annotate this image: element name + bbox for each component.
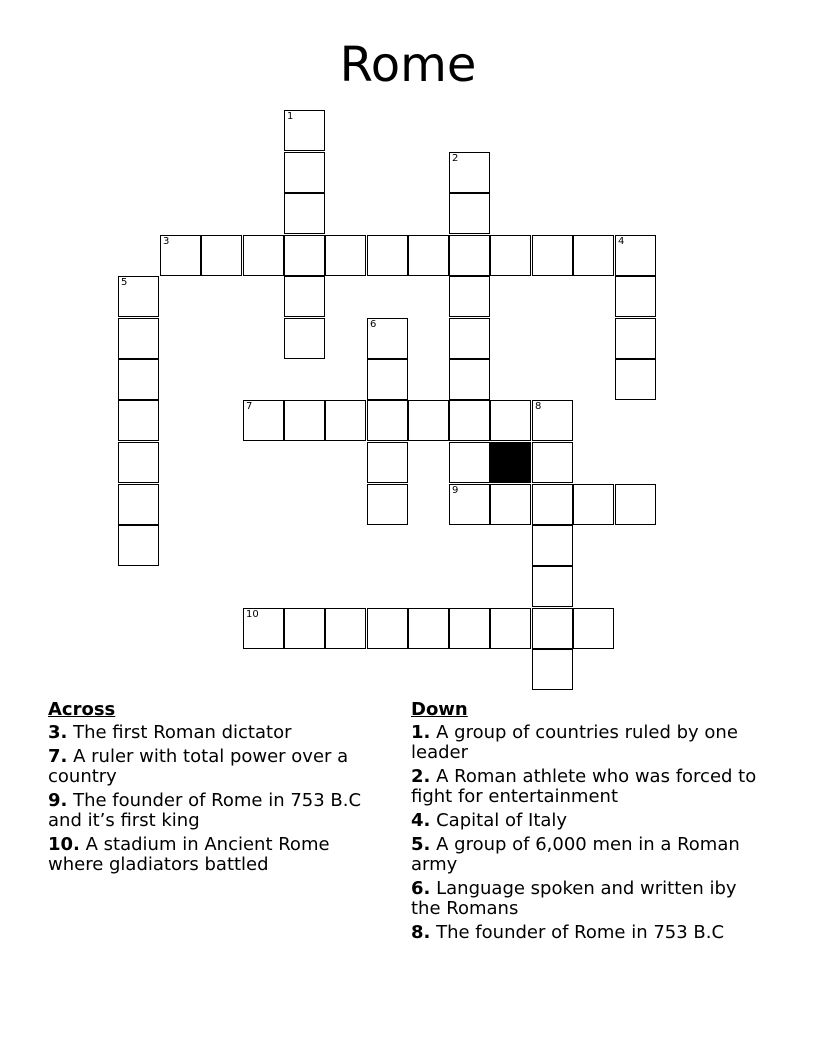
grid-cell[interactable] [325,608,366,649]
grid-cell[interactable] [408,235,449,276]
grid-cell[interactable] [615,276,656,317]
grid-cell[interactable] [532,649,573,690]
grid-cell[interactable] [449,359,490,400]
grid-cell[interactable] [449,442,490,483]
clue-text: The first Roman dictator [73,722,292,743]
grid-cell[interactable] [532,608,573,649]
grid-cell[interactable] [325,235,366,276]
grid-cell[interactable] [325,400,366,441]
down-clue [411,723,761,763]
grid-cell[interactable] [284,152,325,193]
clue-text: A group of 6,000 men in a Roman army [411,834,740,875]
grid-cell[interactable] [449,608,490,649]
grid-cell[interactable] [118,484,159,525]
grid-cell[interactable] [408,608,449,649]
grid-cell[interactable] [367,359,408,400]
grid-cell[interactable] [118,318,159,359]
grid-cell[interactable] [284,400,325,441]
grid-cell[interactable] [532,566,573,607]
across-clue [48,835,378,875]
clue-number-label: 5. [411,834,431,855]
grid-cell[interactable] [201,235,242,276]
down-clue [411,767,761,807]
grid-cell[interactable] [449,484,490,525]
clue-number-label: 6. [411,878,431,899]
grid-cell[interactable] [243,608,284,649]
grid-cell[interactable] [367,400,408,441]
down-clues [411,700,761,947]
grid-cell[interactable] [449,400,490,441]
grid-cell[interactable] [573,608,614,649]
across-heading: Across [48,699,116,720]
grid-cell[interactable] [118,442,159,483]
grid-cell[interactable] [532,400,573,441]
grid-cell[interactable] [367,484,408,525]
clue-number: 4 [618,236,625,247]
clue-number-label: 7. [48,746,68,767]
clue-text: A stadium in Ancient Rome where gladiators battled [48,834,330,875]
grid-cell[interactable] [449,276,490,317]
down-clue [411,879,761,919]
clue-number-label: 2. [411,766,431,787]
across-clue [48,723,378,743]
down-clue [411,923,761,943]
clue-text: A group of countries ruled by one leader [411,722,738,763]
clue-text: Capital of Italy [436,810,568,831]
grid-cell[interactable] [367,608,408,649]
grid-cell[interactable] [573,484,614,525]
clue-text: A ruler with total power over a country [48,746,349,787]
clue-number: 6 [370,319,377,330]
grid-cell[interactable] [367,442,408,483]
grid-cell[interactable] [243,400,284,441]
grid-cell[interactable] [284,318,325,359]
clue-number-label: 8. [411,922,431,943]
grid-cell[interactable] [367,318,408,359]
grid-cell[interactable] [118,359,159,400]
down-clue [411,835,761,875]
down-heading: Down [411,699,468,720]
clue-number: 7 [246,401,253,412]
grid-cell[interactable] [532,442,573,483]
clue-number: 9 [452,485,459,496]
clue-text: The founder of Rome in 753 B.C [436,922,725,943]
grid-cell[interactable] [449,193,490,234]
across-clue [48,791,378,831]
clue-number: 1 [287,111,294,122]
grid-cell[interactable] [284,110,325,151]
grid-cell[interactable] [284,276,325,317]
grid-cell[interactable] [615,318,656,359]
grid-cell[interactable] [118,525,159,566]
grid-cell[interactable] [615,359,656,400]
grid-cell[interactable] [532,484,573,525]
clue-number: 5 [121,277,128,288]
grid-cell[interactable] [160,235,201,276]
clue-text: Language spoken and written iby the Romans [411,878,737,919]
grid-cell[interactable] [490,235,531,276]
clue-number: 2 [452,153,459,164]
grid-cell[interactable] [367,235,408,276]
across-clues [48,700,378,879]
grid-cell[interactable] [490,608,531,649]
grid-cell[interactable] [490,484,531,525]
grid-cell[interactable] [449,152,490,193]
clue-text: A Roman athlete who was forced to fight for entertainment [411,766,757,807]
clue-number-label: 9. [48,790,68,811]
grid-cell[interactable] [615,235,656,276]
black-square [490,442,531,483]
puzzle-title: Rome [339,37,477,93]
grid-cell[interactable] [118,400,159,441]
grid-cell[interactable] [573,235,614,276]
clue-number: 10 [246,609,259,620]
grid-cell[interactable] [118,276,159,317]
clue-number-label: 3. [48,722,68,743]
clue-text: The founder of Rome in 753 B.C and it’s first king [48,790,362,831]
grid-cell[interactable] [490,400,531,441]
grid-cell[interactable] [408,400,449,441]
grid-cell[interactable] [284,235,325,276]
clue-number: 3 [163,236,170,247]
grid-cell[interactable] [284,193,325,234]
clue-number-label: 4. [411,810,431,831]
across-clue [48,747,378,787]
grid-cell[interactable] [532,235,573,276]
grid-cell[interactable] [532,525,573,566]
grid-cell[interactable] [243,235,284,276]
grid-cell[interactable] [449,318,490,359]
clue-number-label: 1. [411,722,431,743]
grid-cell[interactable] [615,484,656,525]
grid-cell[interactable] [284,608,325,649]
grid-cell[interactable] [449,235,490,276]
down-clue [411,811,761,831]
clue-number-label: 10. [48,834,80,855]
clue-number: 8 [535,401,542,412]
